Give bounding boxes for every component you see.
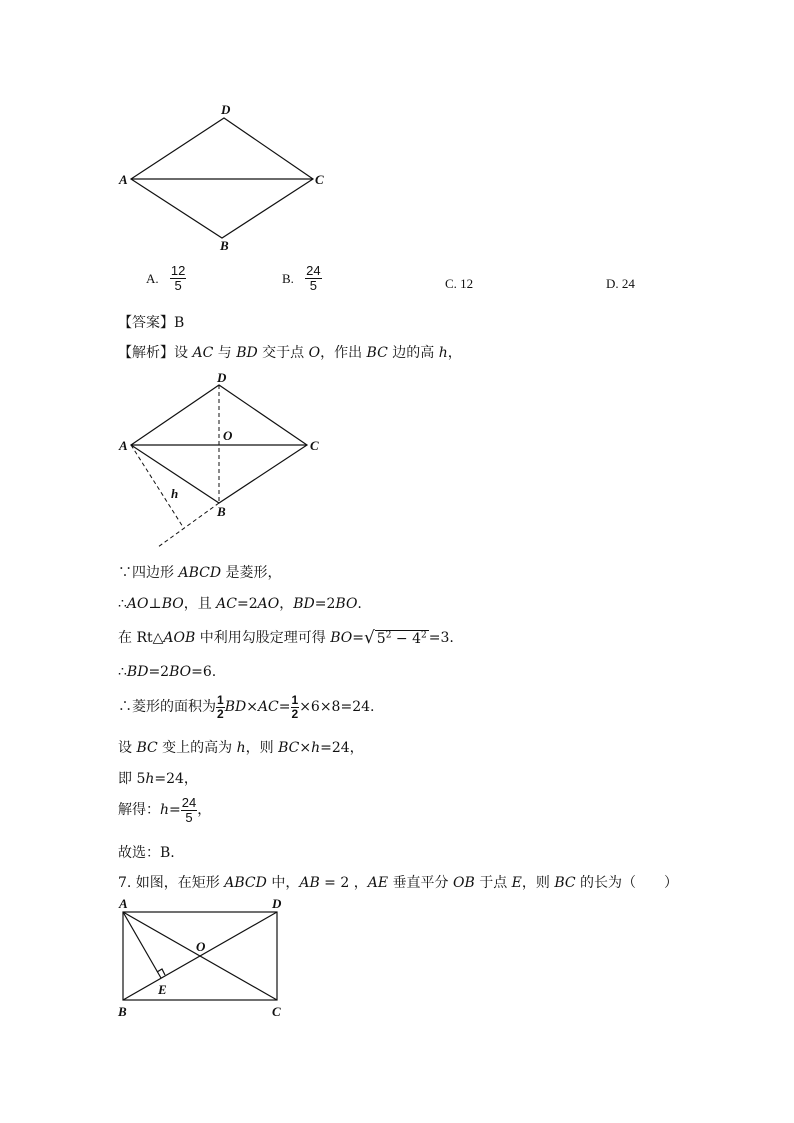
label2-h: h: [171, 486, 179, 501]
analysis-line: 【解析】设 AC 与 BD 交于点 O，作出 BC 边的高 h，: [118, 345, 462, 361]
half-fraction-2: $\frac{1}{2}$: [291, 693, 299, 721]
label3-c: C: [272, 1004, 281, 1019]
label3-d: D: [272, 896, 282, 911]
option-c[interactable]: C. 12: [445, 276, 474, 291]
option-b-fraction: $\frac{24}{5}$: [306, 263, 321, 293]
solution-line-9: 故选：B.: [118, 845, 175, 861]
label3-e: E: [158, 982, 167, 997]
option-a[interactable]: A. $\frac{12}{5}$: [146, 263, 186, 293]
option-b[interactable]: B. $\frac{24}{5}$: [282, 263, 321, 293]
half-fraction-1: $\frac{1}{2}$: [217, 693, 224, 721]
label2-d: D: [217, 370, 227, 385]
label3-b: B: [118, 1004, 127, 1019]
label2-o: O: [223, 428, 233, 443]
label-c: C: [315, 172, 324, 187]
answer-line: 【答案】B: [118, 315, 185, 331]
option-d[interactable]: D. 24: [606, 276, 635, 291]
solution-line-2: ∴AO⊥BO，且 AC=2AO，BD=2BO.: [118, 596, 362, 612]
solution-line-8: 解得：h= $\frac{24}{5}$ ，: [118, 795, 212, 825]
option-a-fraction: $\frac{12}{5}$: [170, 263, 186, 293]
segment-ae: [123, 912, 161, 978]
sqrt-expression: √ $5^2 - 4^2$: [363, 628, 427, 648]
label2-a: A: [119, 438, 128, 453]
label3-a: A: [119, 896, 128, 911]
solution-line-7: 即 5h=24，: [118, 771, 198, 787]
solution-line-4: ∴BD=2BO=6.: [118, 664, 217, 680]
solution-line-5: ∴菱形的面积为 $\frac{1}{2}$ BD×AC= $\frac{1}{2}$ ×6×8=24.: [118, 693, 375, 721]
solution-line-1: ∵四边形 ABCD 是菱形，: [118, 565, 282, 581]
question-7: 7. 如图，在矩形 ABCD 中，AB = 2 ，AE 垂直平分 OB 于点 E，则 BC 的长为（ ）: [118, 875, 679, 891]
label-d: D: [221, 102, 231, 117]
label3-o: O: [196, 939, 206, 954]
solution-line-6: 设 BC 变上的高为 h，则 BC×h=24，: [118, 740, 364, 756]
solution-line-3: 在 Rt△AOB 中利用勾股定理可得 BO=√ $5^2 - 4^2 =3$.: [118, 628, 454, 648]
h-value-fraction: $\frac{24}{5}$: [181, 795, 197, 825]
label2-c: C: [310, 438, 319, 453]
label2-b: B: [217, 504, 226, 519]
label-b: B: [220, 238, 229, 253]
label-a: A: [119, 172, 128, 187]
